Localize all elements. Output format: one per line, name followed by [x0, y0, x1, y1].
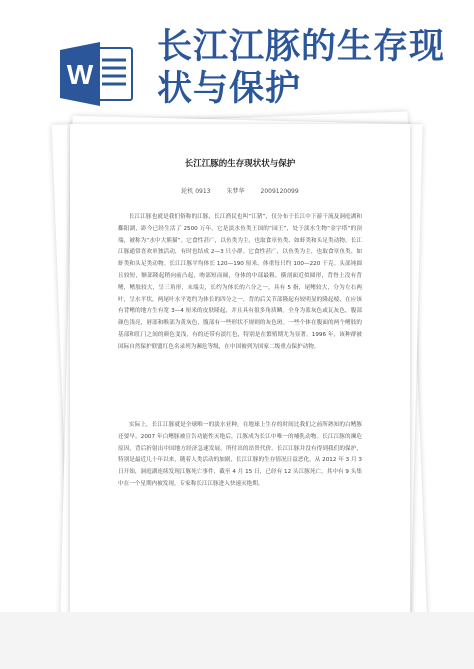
paragraph: 长江江豚也就是我们俗称的江豚，长江渔民也叫“江猪”，仅分布于长江中下游干流及洞庭湖和鄱阳湖，距今已经生活了 2500 万年。它是淡水鱼类王国的“园王”，处于淡水生物“金字塔”的顶端，被称为“水中大熊猫”。它食性甚广，以鱼类为主，也取食章鱼类、如虾类和头足类动物。长江江豚通常喜欢单独活动，有时也结成 2—3 只小群。它食性甚广，以鱼类为主，也取食章鱼类、如虾类和头足类动物。长江江豚平均体长 120—190 厘米，体重每只约 100—220 千克。头部钝圆且较短，额部隆起稍向前凸起，吻部短而阔，身体的中部最粗，横剖面近似圆形，背脊上没有背鳍，鳍肢较大，呈三角形，末端尖，长约为体长的六分之一，具有 5 指，尾鳍较大，分为左右两叶，呈水平状，两尾叶水平宽约为体长的四分之一，背的后关节部隆起有较明显的隆起棱，在应该有背鳍的地方生有宽 3—4 厘米的皮肤隆起，并且具有很多角质鳞。全身为蓝灰色或瓦灰色，腹部颜色浅亮，唇部和喉部为黄灰色，腹部有一些形状不规则的灰色斑。一些个体在腹面的两个鳍肢的基部和肛门之间的颜色变浅，有的还带有淡红色，特别是在繁殖期尤为显著。1996 年，该种群被国际自然保护联盟红色名录列为濒危等级，在中国被列为国家二级重点保护动物。 [118, 214, 362, 350]
banner-title: 长江江豚的生存现状与保护 [157, 27, 446, 109]
meta-class: 轮机 0913 [181, 188, 211, 195]
footer-strip [0, 612, 474, 669]
word-icon [60, 42, 134, 106]
banner [0, 0, 474, 120]
meta-student-id: 2009120099 [260, 188, 299, 195]
document-title: 长江江豚的生存现状状与保护 [184, 159, 296, 169]
document-meta [70, 186, 410, 195]
document-page [70, 124, 410, 658]
svg-text:W: W [66, 59, 94, 90]
paragraph: 实际上，长江江豚就是全球唯一的淡水亚种，在地球上生存的时间比我们之前所熟知的白鳍豚还要早。2007 年白鳍豚被宣告功能性灭绝后，江豚成为长江中唯一的哺乳动物。长江江豚的濒危原因，背后折射出中国地方经济急速发展，所付出的昂贵代价。长江江豚并没有得到我们的保护，特别是最近几十年以来，随着人类活动的加剧，长江江豚的生存情况日益恶化。从 2012 年 3 月 3 日开始，洞庭湖连续发现江豚死亡事件，截至 4 月 15 日，已经有 12 头江豚死亡，其中有 9 头集中在一个星期内被发现。专家称长江江豚进入快速灭绝期。 [118, 422, 362, 487]
meta-author: 朱梦华 [226, 188, 245, 195]
